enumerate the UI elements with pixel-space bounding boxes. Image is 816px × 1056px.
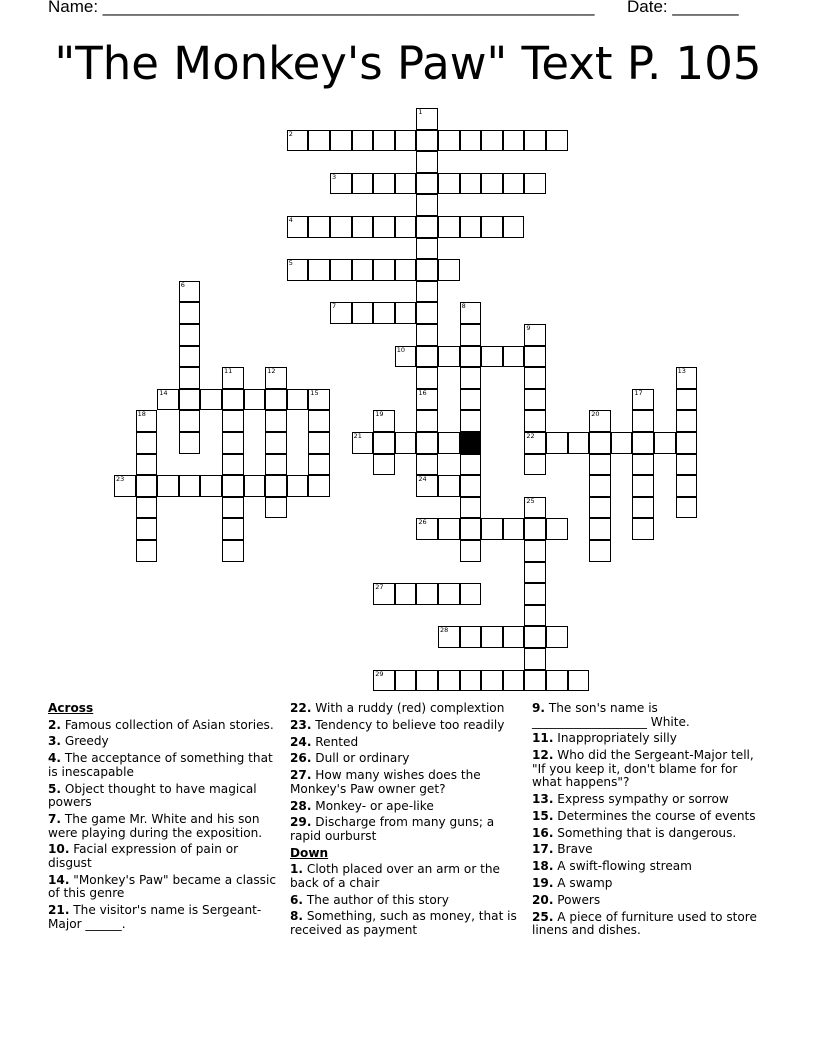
clue-number: 22 bbox=[526, 432, 535, 440]
clue-number: 11 bbox=[224, 367, 233, 376]
clue-number: 3 bbox=[332, 172, 337, 181]
grid-cell[interactable] bbox=[222, 497, 244, 519]
grid-cell[interactable] bbox=[632, 432, 654, 454]
grid-cell[interactable] bbox=[438, 626, 460, 648]
clue-across-7: 7. The game Mr. White and his son were playing during the exposition. bbox=[48, 811, 263, 840]
grid-cell[interactable] bbox=[179, 389, 201, 411]
clue-number: 8 bbox=[461, 302, 466, 311]
clue-number: 9 bbox=[526, 324, 531, 332]
grid-cell[interactable] bbox=[438, 216, 460, 238]
grid-cell[interactable] bbox=[416, 583, 438, 605]
grid-cell[interactable] bbox=[524, 432, 546, 454]
grid-cell[interactable] bbox=[136, 497, 158, 519]
clue-number: 21 bbox=[353, 432, 362, 440]
grid-cell[interactable] bbox=[222, 410, 244, 432]
page-title: "The Monkey's Paw" Text P. 105 bbox=[54, 37, 762, 90]
grid-cell[interactable] bbox=[287, 216, 309, 238]
clue-down-17: 17. Brave bbox=[532, 842, 593, 857]
grid-cell[interactable] bbox=[373, 410, 395, 432]
grid-cell[interactable] bbox=[524, 497, 546, 519]
grid-cell[interactable] bbox=[438, 259, 460, 281]
grid-cell[interactable] bbox=[136, 475, 158, 497]
grid-cell[interactable] bbox=[503, 626, 525, 648]
grid-cell[interactable] bbox=[308, 475, 330, 497]
grid-cell[interactable] bbox=[136, 432, 158, 454]
grid-cell[interactable] bbox=[352, 259, 374, 281]
clue-down-6: 6. The author of this story bbox=[290, 892, 449, 907]
grid-cell[interactable] bbox=[546, 518, 568, 540]
grid-cell[interactable] bbox=[373, 216, 395, 238]
clue-across-4: 4. The acceptance of something that is inescapable bbox=[48, 751, 273, 779]
grid-cell[interactable] bbox=[460, 216, 482, 238]
grid-cell[interactable] bbox=[460, 518, 482, 540]
grid-cell[interactable] bbox=[460, 540, 482, 562]
grid-cell[interactable] bbox=[395, 130, 417, 152]
grid-cell[interactable] bbox=[179, 367, 201, 389]
grid-cell[interactable] bbox=[330, 130, 352, 152]
grid-cell[interactable] bbox=[114, 475, 136, 497]
grid-cell[interactable] bbox=[265, 410, 287, 432]
grid-cell[interactable] bbox=[136, 454, 158, 476]
grid-cell[interactable] bbox=[460, 302, 482, 324]
grid-cell[interactable] bbox=[524, 670, 546, 692]
grid-cell[interactable] bbox=[589, 540, 611, 562]
grid-cell[interactable] bbox=[136, 540, 158, 562]
grid-cell[interactable] bbox=[373, 454, 395, 476]
clue-number: 26 bbox=[418, 518, 427, 527]
clue-number: 18 bbox=[137, 410, 146, 419]
grid-cell[interactable] bbox=[265, 367, 287, 389]
grid-cell[interactable] bbox=[373, 259, 395, 281]
clue-number: 17 bbox=[634, 388, 643, 397]
grid-cell[interactable] bbox=[524, 626, 546, 648]
grid-cell[interactable] bbox=[460, 324, 482, 346]
grid-cell[interactable] bbox=[416, 216, 438, 238]
grid-cell[interactable] bbox=[308, 130, 330, 152]
grid-cell[interactable] bbox=[395, 173, 417, 195]
across-heading: Across bbox=[48, 701, 94, 715]
grid-cell[interactable] bbox=[524, 410, 546, 432]
grid-cell[interactable] bbox=[352, 173, 374, 195]
grid-cell[interactable] bbox=[416, 518, 438, 540]
grid-cell[interactable] bbox=[330, 216, 352, 238]
date-field-line: Date: _______ bbox=[627, 0, 739, 16]
grid-cell[interactable] bbox=[136, 518, 158, 540]
grid-cell[interactable] bbox=[438, 346, 460, 368]
grid-cell[interactable] bbox=[460, 454, 482, 476]
grid-cell[interactable] bbox=[416, 130, 438, 152]
grid-cell[interactable] bbox=[524, 562, 546, 584]
grid-cell[interactable] bbox=[373, 432, 395, 454]
grid-cell[interactable] bbox=[179, 432, 201, 454]
clue-down-8: 8. Something, such as money, that is received as payment bbox=[290, 909, 517, 937]
grid-cell[interactable] bbox=[308, 410, 330, 432]
clue-down-16: 16. Something that is dangerous. bbox=[532, 825, 737, 840]
clue-down-20: 20. Powers bbox=[532, 892, 601, 907]
grid-cell[interactable] bbox=[416, 389, 438, 411]
clue-across-23: 23. Tendency to believe too readily bbox=[290, 717, 505, 732]
grid-cell[interactable] bbox=[352, 432, 374, 454]
clue-down-1: 1. Cloth placed over an arm or the back of a chair bbox=[290, 862, 500, 890]
grid-cell[interactable] bbox=[460, 475, 482, 497]
grid-cell[interactable] bbox=[460, 130, 482, 152]
grid-cell[interactable] bbox=[308, 432, 330, 454]
grid-cell[interactable] bbox=[416, 670, 438, 692]
clue-number: 29 bbox=[375, 669, 384, 678]
grid-cell[interactable] bbox=[460, 410, 482, 432]
name-field-line: Name: ____________________________________________________ bbox=[48, 0, 595, 16]
grid-cell[interactable] bbox=[481, 518, 503, 540]
grid-cell[interactable] bbox=[373, 302, 395, 324]
grid-cell[interactable] bbox=[589, 410, 611, 432]
grid-cell[interactable] bbox=[373, 173, 395, 195]
grid-cell[interactable] bbox=[632, 497, 654, 519]
grid-cell[interactable] bbox=[308, 389, 330, 411]
grid-cell[interactable] bbox=[524, 540, 546, 562]
grid-cell[interactable] bbox=[460, 367, 482, 389]
clue-number: 28 bbox=[440, 626, 449, 635]
grid-cell[interactable] bbox=[524, 173, 546, 195]
down-heading: Down bbox=[290, 845, 329, 860]
grid-cell[interactable] bbox=[568, 432, 590, 454]
grid-cell[interactable] bbox=[481, 626, 503, 648]
clue-across-5: 5. Object thought to have magical powers bbox=[48, 781, 257, 810]
grid-cell[interactable] bbox=[416, 108, 438, 130]
clue-down-13: 13. Express sympathy or sorrow bbox=[532, 792, 729, 807]
grid-cell[interactable] bbox=[481, 130, 503, 152]
grid-cell[interactable] bbox=[308, 216, 330, 238]
grid-cell[interactable] bbox=[416, 410, 438, 432]
grid-cell[interactable] bbox=[308, 454, 330, 476]
grid-cell[interactable] bbox=[222, 367, 244, 389]
clue-number: 10 bbox=[396, 345, 406, 354]
grid-cell[interactable] bbox=[503, 346, 525, 368]
grid-cell[interactable] bbox=[524, 389, 546, 411]
grid-cell[interactable] bbox=[676, 454, 698, 476]
clue-across-2: 2. Famous collection of Asian stories. bbox=[48, 717, 274, 732]
clue-across-10: 10. Facial expression of pain or disgust bbox=[48, 842, 239, 870]
clue-across-28: 28. Monkey- or ape-like bbox=[290, 798, 434, 813]
grid-cell[interactable] bbox=[287, 259, 309, 281]
grid-cell[interactable] bbox=[200, 389, 222, 411]
black-square bbox=[460, 432, 482, 454]
clue-number: 16 bbox=[418, 388, 427, 397]
grid-cell[interactable] bbox=[438, 583, 460, 605]
clue-number: 23 bbox=[116, 475, 125, 484]
grid-cell[interactable] bbox=[632, 475, 654, 497]
grid-cell[interactable] bbox=[395, 670, 417, 692]
grid-cell[interactable] bbox=[481, 346, 503, 368]
grid-cell[interactable] bbox=[179, 410, 201, 432]
grid-cell[interactable] bbox=[416, 367, 438, 389]
grid-cell[interactable] bbox=[395, 583, 417, 605]
grid-cell[interactable] bbox=[632, 518, 654, 540]
grid-cell[interactable] bbox=[179, 302, 201, 324]
grid-cell[interactable] bbox=[352, 216, 374, 238]
grid-cell[interactable] bbox=[676, 389, 698, 411]
grid-cell[interactable] bbox=[222, 518, 244, 540]
clue-down-15: 15. Determines the course of events bbox=[532, 808, 756, 823]
grid-cell[interactable] bbox=[287, 389, 309, 411]
grid-cell[interactable] bbox=[611, 432, 633, 454]
grid-cell[interactable] bbox=[222, 389, 244, 411]
grid-cell[interactable] bbox=[632, 410, 654, 432]
grid-cell[interactable] bbox=[395, 346, 417, 368]
clue-across-22: 22. With a ruddy (red) complextion bbox=[290, 701, 505, 715]
clue-number: 12 bbox=[267, 367, 276, 376]
clue-number: 19 bbox=[375, 410, 384, 419]
grid-cell[interactable] bbox=[244, 389, 266, 411]
grid-cell[interactable] bbox=[352, 130, 374, 152]
grid-cell[interactable] bbox=[546, 432, 568, 454]
grid-cell[interactable] bbox=[416, 151, 438, 173]
grid-cell[interactable] bbox=[222, 432, 244, 454]
grid-cell[interactable] bbox=[503, 518, 525, 540]
grid-cell[interactable] bbox=[589, 454, 611, 476]
grid-cell[interactable] bbox=[416, 194, 438, 216]
clue-number: 25 bbox=[526, 496, 535, 505]
grid-cell[interactable] bbox=[157, 389, 179, 411]
grid-cell[interactable] bbox=[676, 497, 698, 519]
clue-number: 13 bbox=[677, 367, 686, 376]
grid-cell[interactable] bbox=[416, 324, 438, 346]
grid-cell[interactable] bbox=[265, 497, 287, 519]
grid-cell[interactable] bbox=[676, 475, 698, 497]
grid-cell[interactable] bbox=[546, 670, 568, 692]
grid-cell[interactable] bbox=[589, 475, 611, 497]
grid-cell[interactable] bbox=[589, 518, 611, 540]
clue-number: 1 bbox=[418, 108, 423, 116]
grid-cell[interactable] bbox=[438, 130, 460, 152]
grid-cell[interactable] bbox=[222, 454, 244, 476]
clue-number: 2 bbox=[288, 129, 293, 138]
clue-across-29: 29. Discharge from many guns; a rapid ourburst bbox=[290, 815, 495, 843]
grid-cell[interactable] bbox=[460, 626, 482, 648]
grid-cell[interactable] bbox=[438, 518, 460, 540]
grid-cell[interactable] bbox=[373, 670, 395, 692]
grid-cell[interactable] bbox=[416, 475, 438, 497]
grid-cell[interactable] bbox=[179, 475, 201, 497]
grid-cell[interactable] bbox=[460, 670, 482, 692]
grid-cell[interactable] bbox=[179, 346, 201, 368]
grid-cell[interactable] bbox=[546, 130, 568, 152]
grid-cell[interactable] bbox=[503, 216, 525, 238]
grid-cell[interactable] bbox=[438, 432, 460, 454]
grid-cell[interactable] bbox=[416, 238, 438, 260]
clue-number: 14 bbox=[159, 388, 168, 397]
grid-cell[interactable] bbox=[524, 648, 546, 670]
grid-cell[interactable] bbox=[200, 475, 222, 497]
clue-across-27: 27. How many wishes does the Monkey's Paw owner get? bbox=[290, 768, 481, 796]
grid-cell[interactable] bbox=[676, 367, 698, 389]
grid-cell[interactable] bbox=[265, 389, 287, 411]
clue-number: 27 bbox=[375, 583, 384, 592]
grid-cell[interactable] bbox=[416, 346, 438, 368]
grid-cell[interactable] bbox=[460, 389, 482, 411]
grid-cell[interactable] bbox=[352, 302, 374, 324]
clues-column-1 bbox=[48, 702, 280, 934]
clue-across-21: 21. The visitor's name is Sergeant-Major ______. bbox=[48, 903, 262, 931]
grid-cell[interactable] bbox=[524, 518, 546, 540]
grid-cell[interactable] bbox=[373, 583, 395, 605]
grid-cell[interactable] bbox=[287, 130, 309, 152]
grid-cell[interactable] bbox=[395, 302, 417, 324]
clue-number: 7 bbox=[332, 302, 337, 311]
grid-cell[interactable] bbox=[287, 475, 309, 497]
grid-cell[interactable] bbox=[460, 346, 482, 368]
grid-cell[interactable] bbox=[416, 259, 438, 281]
clue-down-18: 18. A swift-flowing stream bbox=[532, 859, 692, 874]
grid-cell[interactable] bbox=[308, 259, 330, 281]
clue-down-12: 12. Who did the Sergeant-Major tell, "If you keep it, don't blame for for what happens"? bbox=[532, 748, 754, 790]
grid-cell[interactable] bbox=[524, 130, 546, 152]
clue-across-3: 3. Greedy bbox=[48, 734, 109, 749]
grid-cell[interactable] bbox=[416, 302, 438, 324]
grid-cell[interactable] bbox=[589, 497, 611, 519]
grid-cell[interactable] bbox=[222, 540, 244, 562]
clue-across-26: 26. Dull or ordinary bbox=[290, 751, 410, 766]
grid-cell[interactable] bbox=[524, 583, 546, 605]
grid-cell[interactable] bbox=[503, 173, 525, 195]
grid-cell[interactable] bbox=[265, 475, 287, 497]
grid-cell[interactable] bbox=[157, 475, 179, 497]
grid-cell[interactable] bbox=[589, 432, 611, 454]
clue-number: 15 bbox=[310, 388, 319, 397]
grid-cell[interactable] bbox=[330, 173, 352, 195]
clue-across-24: 24. Rented bbox=[290, 734, 359, 749]
clue-down-19: 19. A swamp bbox=[532, 876, 613, 891]
grid-cell[interactable] bbox=[265, 432, 287, 454]
grid-cell[interactable] bbox=[395, 259, 417, 281]
grid-cell[interactable] bbox=[460, 497, 482, 519]
grid-cell[interactable] bbox=[373, 130, 395, 152]
grid-cell[interactable] bbox=[481, 670, 503, 692]
grid-cell[interactable] bbox=[179, 324, 201, 346]
grid-cell[interactable] bbox=[222, 475, 244, 497]
grid-cell[interactable] bbox=[460, 173, 482, 195]
grid-cell[interactable] bbox=[524, 346, 546, 368]
grid-cell[interactable] bbox=[676, 432, 698, 454]
clue-across-14: 14. "Monkey's Paw" became a classic of this genre bbox=[48, 872, 276, 901]
grid-cell[interactable] bbox=[179, 281, 201, 303]
grid-cell[interactable] bbox=[481, 173, 503, 195]
grid-cell[interactable] bbox=[395, 432, 417, 454]
grid-cell[interactable] bbox=[546, 626, 568, 648]
grid-cell[interactable] bbox=[524, 605, 546, 627]
grid-cell[interactable] bbox=[654, 432, 676, 454]
grid-cell[interactable] bbox=[524, 454, 546, 476]
grid-cell[interactable] bbox=[330, 259, 352, 281]
grid-cell[interactable] bbox=[632, 389, 654, 411]
clue-number: 6 bbox=[180, 280, 185, 289]
grid-cell[interactable] bbox=[416, 173, 438, 195]
grid-cell[interactable] bbox=[481, 216, 503, 238]
clue-number: 24 bbox=[418, 475, 427, 484]
grid-cell[interactable] bbox=[524, 324, 546, 346]
clues-column-3 bbox=[532, 702, 768, 941]
grid-cell[interactable] bbox=[568, 670, 590, 692]
grid-cell[interactable] bbox=[395, 216, 417, 238]
grid-cell[interactable] bbox=[244, 475, 266, 497]
grid-cell[interactable] bbox=[416, 454, 438, 476]
grid-cell[interactable] bbox=[136, 410, 158, 432]
grid-cell[interactable] bbox=[676, 410, 698, 432]
clue-number: 4 bbox=[288, 216, 293, 224]
clue-number: 5 bbox=[288, 259, 293, 268]
grid-cell[interactable] bbox=[416, 281, 438, 303]
clues-column-2 bbox=[290, 702, 522, 941]
grid-cell[interactable] bbox=[416, 432, 438, 454]
grid-cell[interactable] bbox=[265, 454, 287, 476]
grid-cell[interactable] bbox=[438, 670, 460, 692]
grid-cell[interactable] bbox=[438, 173, 460, 195]
grid-cell[interactable] bbox=[503, 130, 525, 152]
clue-number: 20 bbox=[591, 410, 600, 419]
grid-cell[interactable] bbox=[632, 454, 654, 476]
grid-cell[interactable] bbox=[460, 583, 482, 605]
clue-down-11: 11. Inappropriately silly bbox=[532, 731, 677, 746]
grid-cell[interactable] bbox=[503, 670, 525, 692]
clue-down-25: 25. A piece of furniture used to store linens and dishes. bbox=[532, 909, 757, 938]
grid-cell[interactable] bbox=[438, 475, 460, 497]
clue-down-9: 9. The son's name is ___________________ White. bbox=[532, 701, 690, 729]
grid-cell[interactable] bbox=[330, 302, 352, 324]
grid-cell[interactable] bbox=[524, 367, 546, 389]
